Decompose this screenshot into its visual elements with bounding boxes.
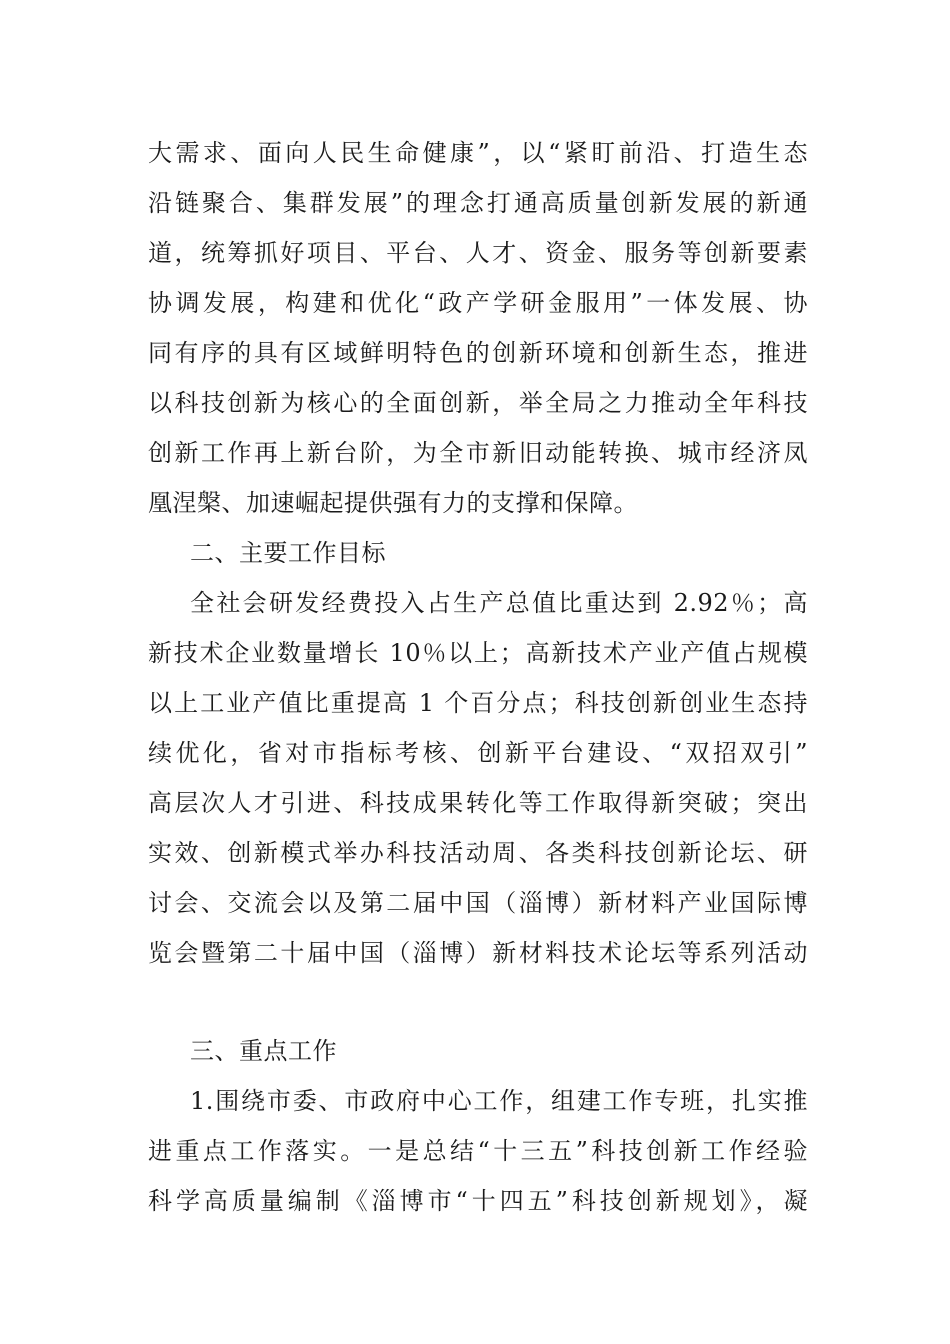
paragraph-1-line-8: 凰涅槃、加速崛起提供强有力的支撑和保障。 xyxy=(148,489,638,517)
paragraph-2-line-2: 新技术企业数量增长 10％以上；高新技术产业产值占规模 xyxy=(148,639,808,667)
paragraph-1-line-5: 同有序的具有区域鲜明特色的创新环境和创新生态，推进 xyxy=(148,339,808,367)
paragraph-3-line-1: 1.围绕市委、市政府中心工作，组建工作专班，扎实推 xyxy=(190,1087,808,1115)
section-heading-3: 三、重点工作 xyxy=(190,1037,337,1065)
paragraph-1-line-2: 沿链聚合、集群发展”的理念打通高质量创新发展的新通 xyxy=(148,189,808,217)
paragraph-3-line-3: 科学高质量编制《淄博市“十四五”科技创新规划》，凝 xyxy=(148,1187,808,1215)
paragraph-2-line-1: 全社会研发经费投入占生产总值比重达到 2.92％；高 xyxy=(190,589,808,617)
paragraph-1-line-4: 协调发展，构建和优化“政产学研金服用”一体发展、协 xyxy=(148,289,808,317)
paragraph-1-line-6: 以科技创新为核心的全面创新，举全局之力推动全年科技 xyxy=(148,389,808,417)
paragraph-2-line-6: 实效、创新模式举办科技活动周、各类科技创新论坛、研 xyxy=(148,839,808,867)
paragraph-1-line-7: 创新工作再上新台阶，为全市新旧动能转换、城市经济凤 xyxy=(148,439,808,467)
paragraph-2-line-3: 以上工业产值比重提高 1 个百分点；科技创新创业生态持 xyxy=(148,689,808,717)
paragraph-2-line-7: 讨会、交流会以及第二届中国（淄博）新材料产业国际博 xyxy=(148,889,808,917)
paragraph-2-line-8: 览会暨第二十届中国（淄博）新材料技术论坛等系列活动 xyxy=(148,939,808,967)
section-heading-2: 二、主要工作目标 xyxy=(190,539,386,567)
paragraph-2-line-5: 高层次人才引进、科技成果转化等工作取得新突破；突出 xyxy=(148,789,808,817)
paragraph-2-line-4: 续优化，省对市指标考核、创新平台建设、“双招双引” xyxy=(148,739,808,767)
paragraph-3-line-2: 进重点工作落实。一是总结“十三五”科技创新工作经验 xyxy=(148,1137,808,1165)
paragraph-1-line-3: 道，统筹抓好项目、平台、人才、资金、服务等创新要素 xyxy=(148,239,808,267)
paragraph-1-line-1: 大需求、面向人民生命健康”，以“紧盯前沿、打造生态 xyxy=(148,139,808,167)
